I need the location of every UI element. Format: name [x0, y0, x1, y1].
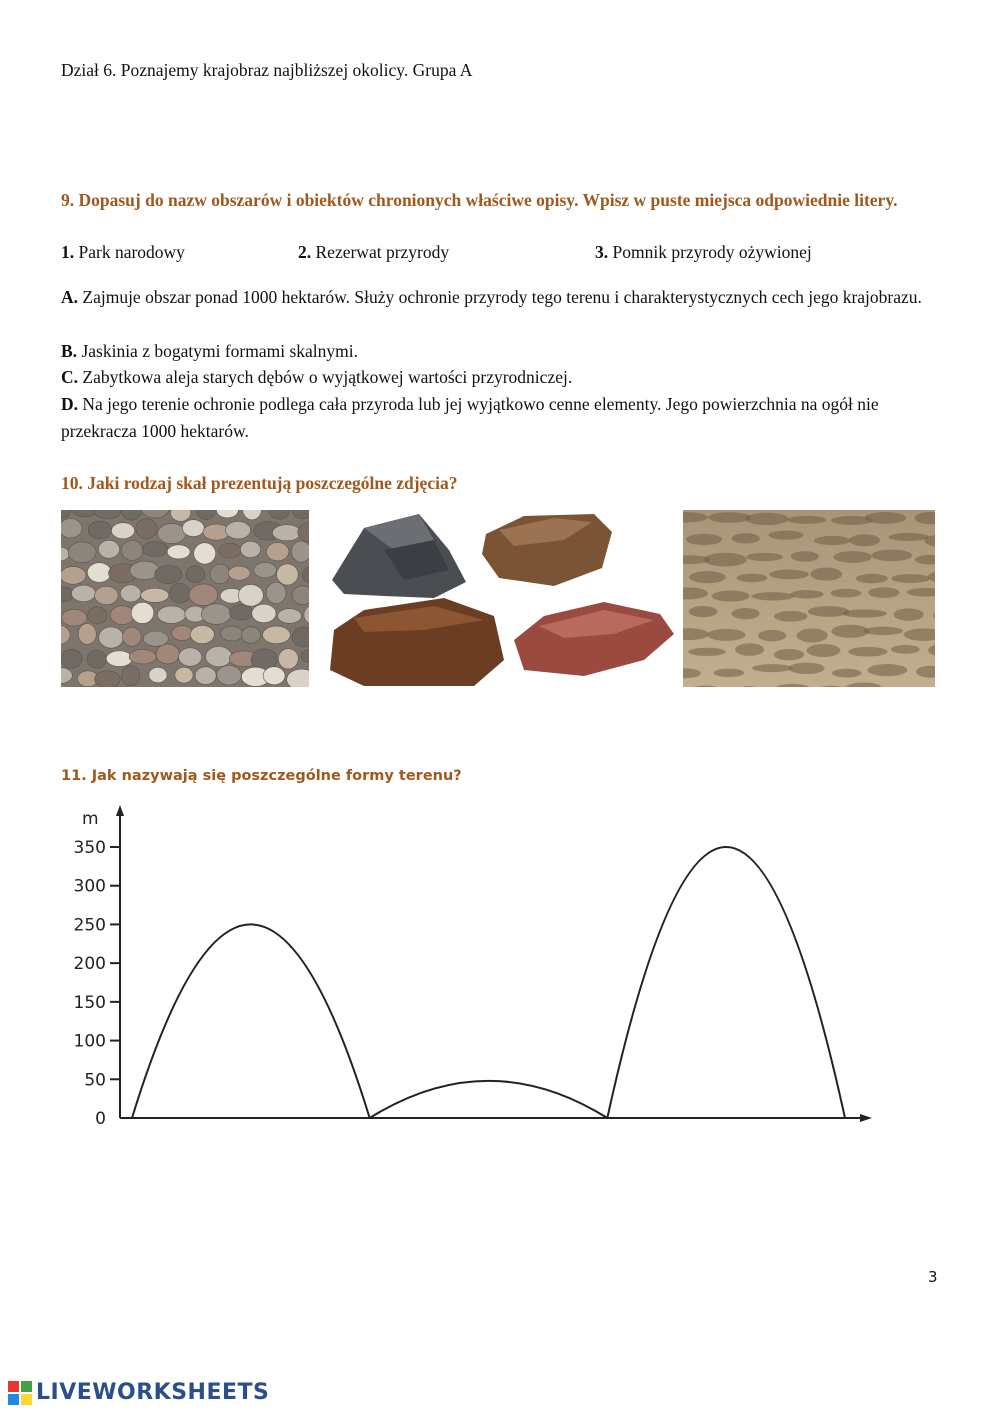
pebble: [99, 627, 124, 648]
option-1: [61, 240, 185, 264]
question-9-title: 9. Dopasuj do nazw obszarów i obiektów chronionych właściwe opisy. Wpisz w puste miejsca odpowiednie litery.: [61, 190, 898, 210]
sand-ripple: [831, 625, 869, 638]
sand-ripple: [769, 531, 804, 540]
sand-ripple: [843, 609, 887, 617]
description-d: [61, 391, 941, 444]
pebble: [158, 524, 186, 544]
pebble: [88, 607, 107, 624]
pebble: [217, 665, 242, 685]
description-b: [61, 338, 941, 365]
pebble: [189, 584, 218, 606]
pebble: [179, 648, 202, 666]
option-1-text: Park narodowy: [74, 242, 185, 262]
pebble: [143, 631, 168, 646]
y-tick-label: 350: [73, 838, 106, 858]
sand-ripple: [807, 644, 841, 657]
liveworksheets-logo-icon: [8, 1381, 32, 1405]
pebble: [95, 586, 118, 604]
sand-ripple: [746, 553, 783, 561]
sand-ripple: [774, 611, 807, 622]
sand-ripple: [704, 553, 747, 567]
pebble: [61, 649, 82, 668]
pebble: [190, 625, 214, 643]
sand-ripple: [810, 568, 842, 581]
pebble: [136, 519, 157, 539]
sand-ripple: [849, 534, 880, 546]
pebble: [71, 585, 95, 602]
pebble: [241, 627, 260, 644]
description-d-letter: D.: [61, 394, 79, 414]
description-a-letter: A.: [61, 287, 79, 307]
description-b-letter: B.: [61, 341, 78, 361]
pebble: [201, 604, 231, 625]
pebbles-photo: [61, 510, 309, 687]
pebble: [186, 566, 205, 583]
pebble: [266, 542, 289, 560]
sand-ripple: [834, 551, 872, 563]
description-c: [61, 364, 941, 391]
sand-ripple: [863, 627, 903, 635]
sand-ripple: [888, 533, 928, 541]
footer-brand: LIVEWORKSHEETS: [36, 1380, 270, 1405]
y-tick-label: 200: [73, 954, 106, 975]
option-3-text: Pomnik przyrody ożywionej: [608, 242, 812, 262]
pebble: [106, 651, 132, 667]
sand-ripple: [688, 648, 726, 656]
y-tick-label: 100: [73, 1031, 106, 1052]
pebble: [194, 543, 216, 564]
page-header: Dział 6. Poznajemy krajobraz najbliższej okolicy. Grupa A: [61, 60, 473, 80]
pebble: [175, 667, 193, 683]
sand-ripple: [831, 589, 862, 598]
sand-ripple: [832, 669, 862, 678]
pebble: [111, 523, 134, 539]
option-3-number: 3.: [595, 242, 609, 262]
y-axis-label: m: [82, 809, 99, 829]
y-tick-label: 50: [84, 1070, 106, 1091]
sand-ripple: [891, 645, 920, 654]
pebble: [98, 540, 119, 558]
pebble: [206, 647, 232, 667]
sand-ripple: [708, 512, 751, 523]
pebble: [121, 666, 139, 686]
pebble: [210, 564, 230, 583]
sand-ripple: [758, 630, 786, 641]
sand-ripple: [797, 629, 828, 643]
pebble: [254, 562, 277, 577]
description-a: [61, 284, 941, 311]
sand-ripple: [791, 590, 824, 598]
sand-ripple: [865, 512, 906, 524]
option-2-number: 2.: [298, 242, 312, 262]
sand-ripple: [856, 574, 888, 583]
sand-ripple: [808, 606, 849, 617]
pebble: [78, 624, 96, 645]
pebble: [263, 626, 291, 644]
pebble: [167, 545, 190, 559]
y-tick-label: 0: [95, 1109, 106, 1129]
pebble: [88, 521, 111, 539]
pebble: [149, 667, 167, 682]
sand-ripple: [732, 608, 760, 619]
description-a-text: Zajmuje obszar ponad 1000 hektarów. Służy ochronie przyrody tego terenu i charakterystycznych cech jego krajobrazu.: [78, 287, 922, 307]
sand-ripple: [735, 643, 764, 655]
pebble: [95, 671, 121, 687]
pebble: [272, 525, 301, 541]
question-10-title: 10. Jaki rodzaj skał prezentują poszczególne zdjęcia?: [61, 473, 458, 493]
pebble: [141, 588, 169, 602]
description-c-text: Zabytkowa aleja starych dębów o wyjątkowej wartości przyrodniczej.: [78, 367, 573, 387]
pebble: [142, 542, 167, 557]
sand-ripple: [712, 590, 750, 601]
sand-ripple: [814, 536, 851, 545]
question-11-title: 11. Jak nazywają się poszczególne formy terenu?: [61, 768, 462, 784]
y-axis-arrow: [116, 805, 124, 816]
pebble: [252, 604, 276, 623]
sand-ripple: [707, 629, 746, 641]
sand-ripple: [871, 550, 912, 562]
pebble: [240, 541, 260, 557]
pebble: [121, 540, 143, 560]
pebble: [238, 584, 263, 606]
terrain-curve-2: [370, 1081, 608, 1118]
pebble: [263, 667, 285, 685]
pebble: [221, 626, 243, 641]
description-c-letter: C.: [61, 367, 79, 387]
sand-ripple: [732, 533, 760, 543]
sand-ripple: [788, 663, 824, 674]
description-b-text: Jaskinia z bogatymi formami skalnymi.: [77, 341, 358, 361]
terrain-curve-1: [132, 924, 370, 1118]
pebble: [87, 650, 106, 668]
pebble: [229, 605, 253, 620]
sand-ripple: [774, 649, 804, 660]
pebble: [155, 565, 182, 583]
pebble: [87, 563, 111, 583]
x-axis-arrow: [860, 1114, 872, 1122]
pebble: [291, 541, 309, 562]
sand-ripple: [689, 606, 717, 617]
sand-ripple: [791, 551, 819, 562]
option-2: [298, 240, 449, 264]
sand-ripple: [751, 592, 794, 600]
y-tick-label: 150: [73, 992, 106, 1013]
sand-ripple: [737, 574, 768, 583]
sand-ripple: [868, 664, 908, 676]
terrain-curve-3: [607, 847, 845, 1118]
pebble: [219, 543, 241, 558]
pebble: [156, 644, 179, 664]
sand-ripple: [769, 570, 809, 580]
pebble: [61, 567, 86, 585]
pebble: [266, 582, 286, 603]
sand-ripple: [689, 571, 725, 583]
pebble: [228, 566, 250, 580]
sand-ripple: [894, 608, 924, 620]
pebble: [157, 606, 185, 624]
sand-ripple: [787, 516, 826, 524]
sand-photo: [683, 510, 935, 687]
sand-ripple: [686, 534, 722, 545]
sand-ripple: [752, 664, 792, 672]
option-3: [595, 240, 812, 264]
pebble: [110, 606, 134, 625]
pebble: [182, 520, 204, 537]
option-2-text: Rezerwat przyrody: [311, 242, 450, 262]
y-tick-label: 250: [73, 915, 106, 936]
sand-ripple: [848, 647, 887, 657]
footer-logo: [8, 1380, 269, 1405]
sand-ripple: [745, 513, 788, 525]
page-number: 3: [928, 1268, 938, 1286]
terrain-profile-chart: [60, 800, 890, 1140]
sand-ripple: [714, 669, 744, 677]
sand-ripple: [891, 574, 930, 583]
pebble: [62, 609, 87, 626]
pebble: [172, 626, 193, 641]
pebble: [68, 542, 96, 563]
pebble: [120, 585, 141, 602]
sand-ripple: [868, 587, 899, 598]
pebble: [122, 627, 141, 646]
pebble: [195, 667, 216, 685]
pebble: [131, 602, 154, 623]
y-tick-label: 300: [73, 876, 106, 897]
description-d-text: Na jego terenie ochronie podlega cała przyroda lub jej wyjątkowo cenne elementy. Jego powierzchnia na ogół nie przekracza 1000 hektarów.: [61, 394, 879, 441]
option-1-number: 1.: [61, 242, 75, 262]
pebble: [277, 564, 299, 585]
pebble: [129, 649, 156, 664]
pebble: [226, 521, 251, 539]
pebble: [169, 583, 190, 603]
pebble: [278, 609, 302, 624]
pebble: [61, 519, 82, 538]
pebble: [278, 649, 298, 669]
rocks-photo: [324, 510, 676, 687]
